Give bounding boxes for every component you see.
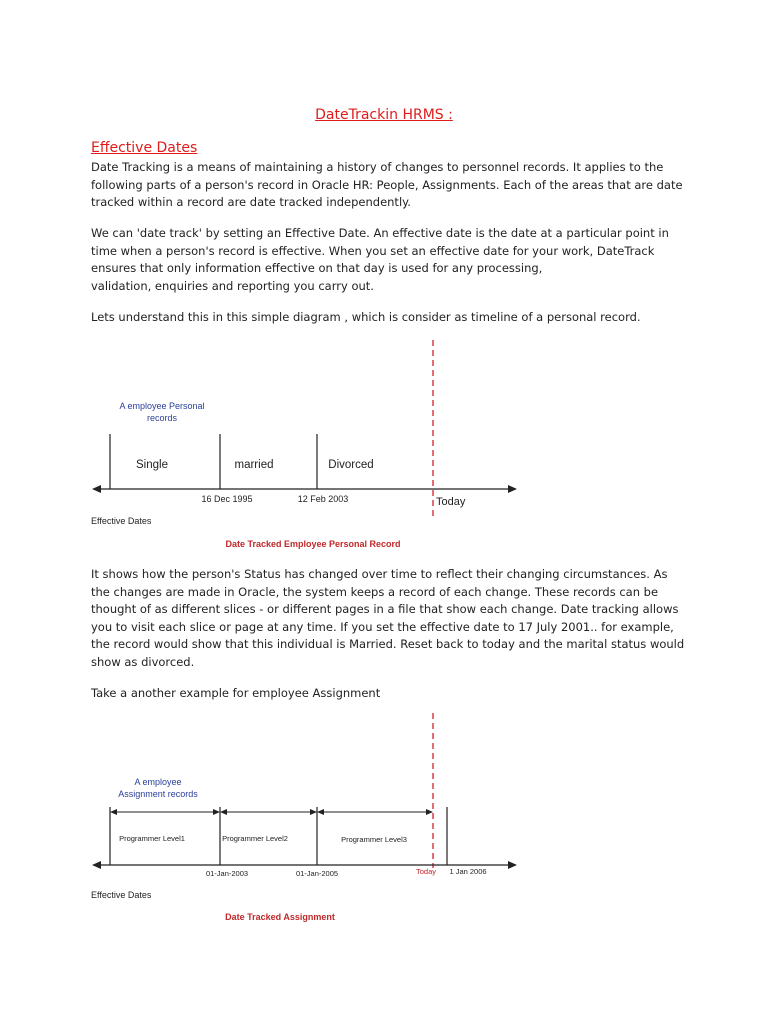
axis-label: Effective Dates	[91, 890, 152, 900]
today-label: Today	[415, 867, 437, 876]
segment-label: Programmer Level1	[119, 834, 185, 843]
text-line: the record would show that this individual is Married. Reset back to today and the marital status would	[91, 637, 685, 651]
arrow-left-icon	[92, 485, 101, 493]
text-line: It shows how the person's Status has changed over time to reflect their changing circumstances. As	[91, 567, 668, 581]
paragraph-diagram-intro	[91, 309, 691, 327]
arrow-right-icon	[310, 809, 317, 815]
text-line: show as divorced.	[91, 654, 195, 669]
segment-label: Single	[136, 459, 168, 471]
date-label: 01-Jan-2003	[205, 869, 249, 878]
diagram-caption: Date Tracked Employee Personal Record	[225, 539, 401, 549]
date-label: 16 Dec 1995	[201, 494, 253, 504]
arrow-right-icon	[426, 809, 433, 815]
text-line: ensures that only information effective on that day is used for any processing,	[91, 261, 543, 275]
section-heading-effective-dates: Effective Dates	[91, 140, 198, 156]
arrow-left-icon	[220, 809, 227, 815]
diagram-caption: Date Tracked Assignment	[225, 912, 335, 922]
text-line: tracked within a record are date tracked independently.	[91, 195, 411, 209]
page-title: DateTrackin HRMS :	[315, 107, 453, 123]
record-label-line: A employee	[134, 777, 182, 787]
arrow-left-icon	[317, 809, 324, 815]
text-line: Take a another example for employee Assignment	[91, 686, 381, 700]
text-line: you to visit each slice or page at any time. If you set the effective date to 17 July 2001.. for example,	[91, 619, 674, 634]
arrow-left-icon	[110, 809, 117, 815]
record-label-line: records	[146, 413, 178, 423]
arrow-right-icon	[213, 809, 220, 815]
record-label-line: A employee Personal	[119, 401, 205, 411]
date-label: 12 Feb 2003	[297, 494, 349, 504]
paragraph-intro	[91, 159, 691, 212]
record-label-line: Assignment records	[118, 789, 198, 799]
personal-record-timeline-diagram	[0, 335, 768, 555]
date-label: 1 Jan 2006	[449, 867, 487, 876]
date-label: 01-Jan-2005	[295, 869, 339, 878]
axis-label: Effective Dates	[91, 516, 152, 526]
paragraph-status-explanation	[91, 566, 691, 671]
arrow-left-icon	[92, 861, 101, 869]
text-line: We can 'date track' by setting an Effective Date. An effective date is the date at a particular point in	[91, 226, 669, 240]
arrow-right-icon	[508, 485, 517, 493]
text-line: Date Tracking is a means of maintaining a history of changes to personnel records. It applies to the	[91, 160, 664, 174]
text-line: time when a person's record is effective. When you set an effective date for your work, DateTrack	[91, 243, 655, 258]
segment-label: Programmer Level3	[341, 835, 407, 844]
text-line: thought of as different slices - or different pages in a file that show each change. Date tracking allows	[91, 602, 679, 616]
assignment-timeline-diagram	[0, 710, 768, 930]
text-line: Lets understand this in this simple diagram , which is consider as timeline of a personal record.	[91, 310, 641, 324]
text-line: the changes are made in Oracle, the system keeps a record of each change. These records can be	[91, 584, 659, 599]
paragraph-assignment-intro	[91, 685, 691, 703]
segment-label: married	[234, 459, 274, 471]
text-line: validation, enquiries and reporting you carry out.	[91, 278, 374, 293]
arrow-right-icon	[508, 861, 517, 869]
segment-label: Programmer Level2	[222, 834, 288, 843]
paragraph-effective-date	[91, 225, 691, 295]
today-label: Today	[436, 496, 466, 508]
segment-label: Divorced	[328, 459, 374, 471]
text-line: following parts of a person's record in Oracle HR: People, Assignments. Each of the areas that are date	[91, 177, 683, 192]
